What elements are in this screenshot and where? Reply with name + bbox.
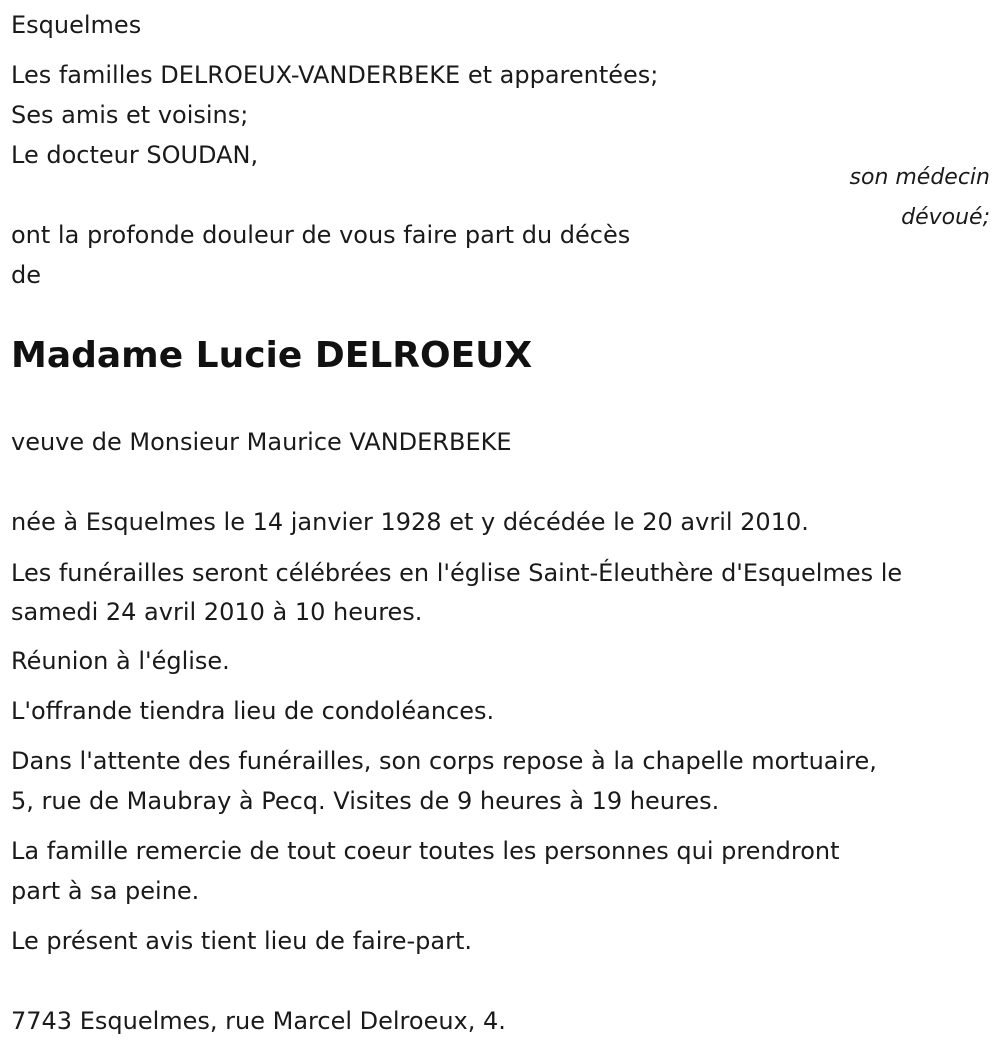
offering: L'offrande tiendra lieu de condoléances. xyxy=(11,697,495,725)
meeting: Réunion à l'église. xyxy=(11,647,230,675)
funeral-line2: samedi 24 avril 2010 à 10 heures. xyxy=(11,598,423,626)
thanks-line1: La famille remercie de tout coeur toutes les personnes qui prendront xyxy=(11,837,840,865)
birth-death: née à Esquelmes le 14 janvier 1928 et y décédée le 20 avril 2010. xyxy=(11,508,809,536)
deceased-name: Madame Lucie DELROEUX xyxy=(11,335,533,376)
address: 7743 Esquelmes, rue Marcel Delroeux, 4. xyxy=(11,1007,506,1035)
heading-place: Esquelmes xyxy=(11,11,142,39)
mourners-doctor: Le docteur SOUDAN, xyxy=(11,141,259,169)
announcement-line1: ont la profonde douleur de vous faire part du décès xyxy=(11,221,631,249)
thanks-line2: part à sa peine. xyxy=(11,877,200,905)
mourners-families: Les familles DELROEUX-VANDERBEKE et apparentées; xyxy=(11,61,659,89)
mourners-friends: Ses amis et voisins; xyxy=(11,101,249,129)
doctor-role-line2: dévoué; xyxy=(901,205,990,230)
funeral-line1: Les funérailles seront célébrées en l'église Saint-Éleuthère d'Esquelmes le xyxy=(11,559,903,587)
announcement-line2: de xyxy=(11,261,41,289)
rest-line1: Dans l'attente des funérailles, son corps repose à la chapelle mortuaire, xyxy=(11,747,877,775)
widow-of: veuve de Monsieur Maurice VANDERBEKE xyxy=(11,428,512,456)
notice: Le présent avis tient lieu de faire-part. xyxy=(11,927,473,955)
doctor-role-line1: son médecin xyxy=(849,165,990,190)
rest-line2: 5, rue de Maubray à Pecq. Visites de 9 heures à 19 heures. xyxy=(11,787,720,815)
